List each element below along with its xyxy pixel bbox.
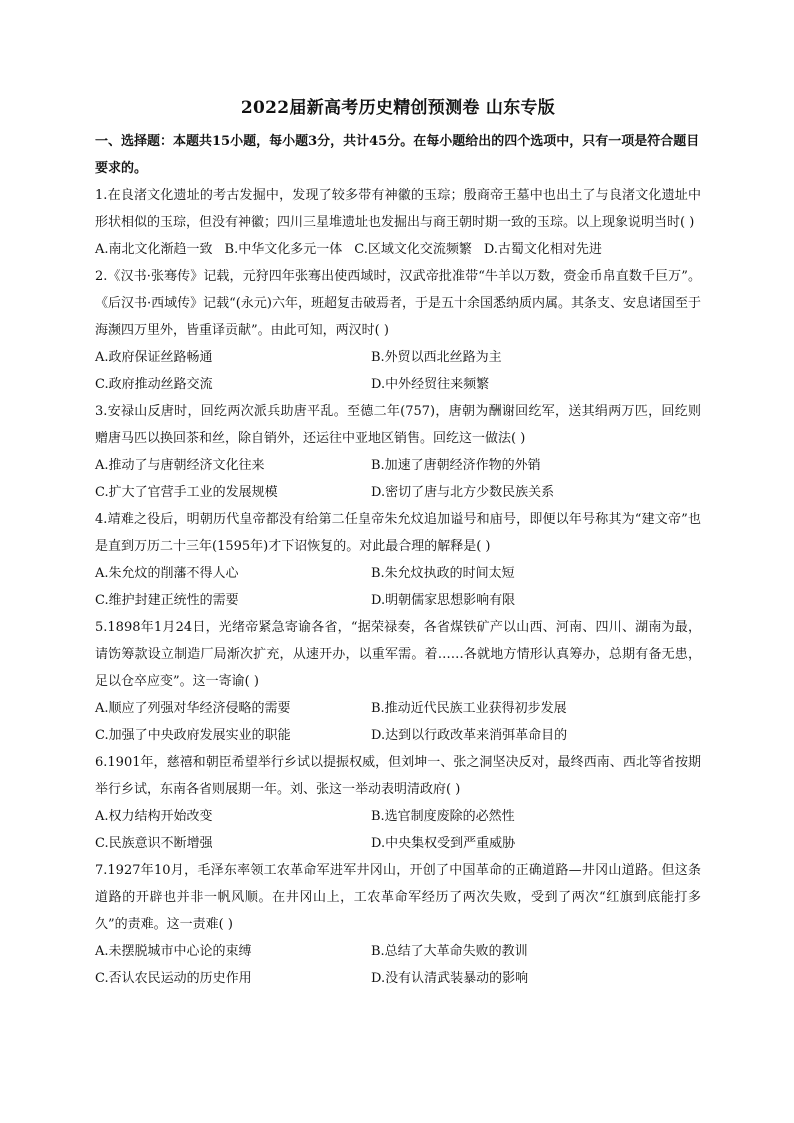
question-stem: 2.《汉书·张骞传》记载，元狩四年张骞出使西域时，汉武帝批准带“牛羊以万数，赍金币帛直数千巨万”。《后汉书·西域传》记载“(永元)六年，班超复击破焉者，于是五十余国悉纳质内属。其条支、安息诸国至于海濒四万里外，皆重译贡献”。由此可知，两汉时( ) xyxy=(95,269,701,338)
option-c: C.政府推动丝路交流 xyxy=(95,377,213,392)
options-row xyxy=(95,452,701,479)
options-row xyxy=(95,479,701,506)
question-stem: 5.1898年1月24日，光绪帝紧急寄谕各省，“据荣禄奏，各省煤铁矿产以山西、河南、四川、湖南为最，请饬筹款设立制造厂局渐次扩充，从速开办，以重军需。着……各就地方情形认真筹办，总期有备无患，足以仓卒应变”。这一寄谕( ) xyxy=(95,620,701,689)
option-a: A.朱允炆的削藩不得人心 xyxy=(95,566,239,581)
options-row xyxy=(95,965,701,992)
option-a: A.政府保证丝路畅通 xyxy=(95,350,213,365)
option-d: D.密切了唐与北方少数民族关系 xyxy=(371,485,555,500)
question-stem: 6.1901年，慈禧和朝臣希望举行乡试以提振权威，但刘坤一、张之洞坚决反对，最终西南、西北等省按期举行乡试，东南各省则展期一年。刘、张这一举动表明清政府( ) xyxy=(95,755,701,797)
option-b: B.中华文化多元一体 xyxy=(224,242,343,257)
options-row xyxy=(95,803,701,830)
option-b: B.朱允炆执政的时间太短 xyxy=(371,566,515,581)
option-c: C.维护封建正统性的需要 xyxy=(95,593,239,608)
options-row xyxy=(95,695,701,722)
options-row xyxy=(95,938,701,965)
question-stem: 7.1927年10月，毛泽东率领工农革命军进军井冈山，开创了中国革命的正确道路—井冈山道路。但这条道路的开辟也并非一帆风顺。在井冈山上，工农革命军经历了两次失败，受到了两次“红旗到底能打多久”的责难。这一责难( ) xyxy=(95,863,701,932)
exam-title: 2022届新高考历史精创预测卷 山东专版 xyxy=(240,98,556,118)
option-c: C.区域文化交流频繁 xyxy=(354,242,472,257)
option-a: A.推动了与唐朝经济文化往来 xyxy=(95,458,265,473)
options-row xyxy=(95,560,701,587)
option-b: B.加速了唐朝经济作物的外销 xyxy=(371,458,541,473)
option-d: D.明朝儒家思想影响有限 xyxy=(371,593,516,608)
options-row xyxy=(95,830,701,857)
option-b: B.推动近代民族工业获得初步发展 xyxy=(371,701,567,716)
option-d: D.没有认清武装暴动的影响 xyxy=(371,971,529,986)
options-row xyxy=(95,722,701,749)
option-a: A.未摆脱城市中心论的束缚 xyxy=(95,944,252,959)
question-stem: 1.在良渚文化遗址的考古发掘中，发现了较多带有神徽的玉琮；殷商帝王墓中也出土了与良渚文化遗址中形状相似的玉琮，但没有神徽；四川三星堆遗址也发掘出与商王朝时期一致的玉琮。以上现象说明当时( ) xyxy=(95,188,701,230)
option-d: D.中外经贸往来频繁 xyxy=(371,377,490,392)
option-c: C.民族意识不断增强 xyxy=(95,836,213,851)
options-row xyxy=(95,344,701,371)
option-d: D.达到以行政改革来消弭革命目的 xyxy=(371,728,568,743)
exam-page xyxy=(95,96,701,992)
option-c: C.扩大了官营手工业的发展规模 xyxy=(95,485,278,500)
option-d: D.古蜀文化相对先进 xyxy=(483,242,602,257)
options-row xyxy=(95,371,701,398)
option-a: A.南北文化渐趋一致 xyxy=(95,242,213,257)
options-row xyxy=(95,587,701,614)
question-stem: 4.靖难之役后，明朝历代皇帝都没有给第二任皇帝朱允炆追加谥号和庙号，即便以年号称其为“建文帝”也是直到万历二十三年(1595年)才下诏恢复的。对此最合理的解释是( ) xyxy=(95,512,701,554)
option-b: B.外贸以西北丝路为主 xyxy=(371,350,502,365)
option-c: C.否认农民运动的历史作用 xyxy=(95,971,252,986)
option-a: A.顺应了列强对华经济侵略的需要 xyxy=(95,701,291,716)
question-stem: 3.安禄山反唐时，回纥两次派兵助唐平乱。至德二年(757)，唐朝为酬谢回纥军，送其绢两万匹，回纥则赠唐马匹以换回茶和丝，除自销外，还运往中亚地区销售。回纥这一做法( ) xyxy=(95,404,701,446)
option-d: D.中央集权受到严重威胁 xyxy=(371,836,516,851)
option-b: B.选官制度废除的必然性 xyxy=(371,809,515,824)
option-a: A.权力结构开始改变 xyxy=(95,809,213,824)
section-heading: 一、选择题：本题共15小题，每小题3分，共计45分。在每小题给出的四个选项中，只有一项是符合题目要求的。 xyxy=(95,134,700,176)
option-c: C.加强了中央政府发展实业的职能 xyxy=(95,728,291,743)
options-row xyxy=(95,236,701,263)
option-b: B.总结了大革命失败的教训 xyxy=(371,944,528,959)
